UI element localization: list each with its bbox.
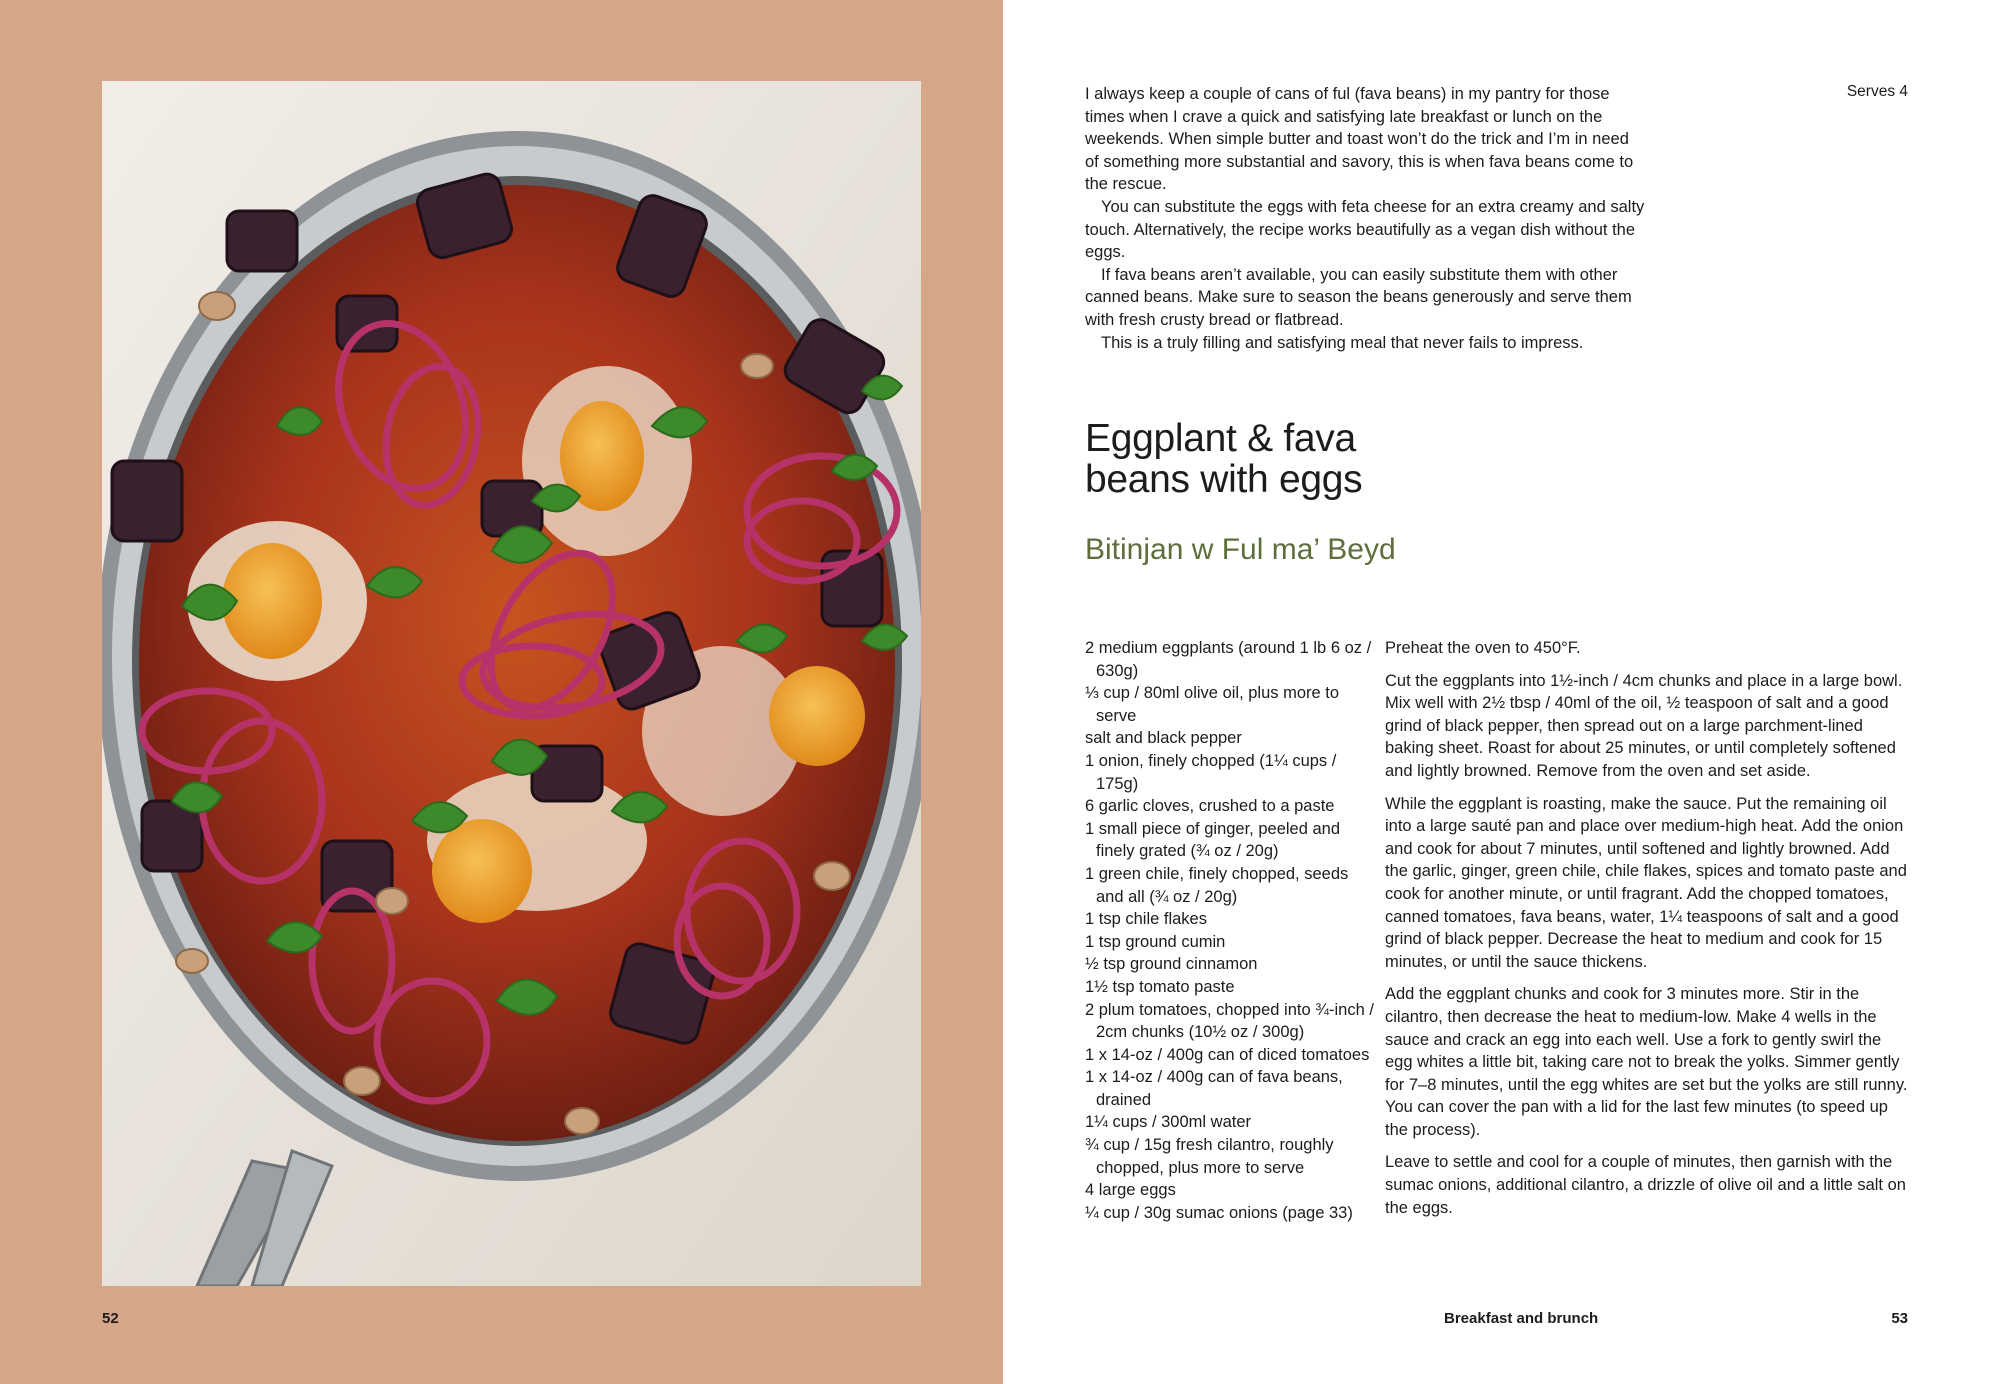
ingredient-item: 1 tsp ground cumin [1085, 932, 1226, 951]
ingredient-item: 1¼ cups / 300ml water [1085, 1113, 1251, 1132]
serves-label: Serves 4 [1846, 83, 1908, 100]
page-number-left: 52 [102, 1310, 119, 1327]
ingredient-item: 1½ tsp tomato paste [1085, 977, 1235, 996]
ingredient-item: ½ tsp ground cinnamon [1085, 955, 1258, 974]
intro-paragraph: This is a truly filling and satisfying meal that never fails to impress. [1101, 333, 1584, 352]
ingredient-item: 1 x 14-oz / 400g can of fava beans, drained [1085, 1068, 1343, 1109]
section-footer: Breakfast and brunch [1444, 1310, 1599, 1327]
ingredient-item: 1 small piece of ginger, peeled and finely grated (¾ oz / 20g) [1085, 819, 1341, 861]
recipe-title [1085, 418, 1645, 500]
ingredient-item: 2 plum tomatoes, chopped into ¾-inch / 2cm chunks (10½ oz / 300g) [1085, 1000, 1374, 1042]
ingredient-item: 1 tsp chile flakes [1085, 910, 1207, 929]
ingredient-item: 1 x 14-oz / 400g can of diced tomatoes [1085, 1045, 1370, 1064]
method-step: Cut the eggplants into 1½-inch / 4cm chunks and place in a large bowl. Mix well with 2½ tbsp / 40ml of the oil, ½ teaspoon of salt and a good grind of black pepper, then spread out on a large parchment-lined baking sheet. Roast for about 25 minutes, or until completely softened and lightly browned. Remove from the oven and set aside. [1385, 671, 1903, 780]
ingredient-item: 2 medium eggplants (around 1 lb 6 oz / 630g) [1085, 639, 1372, 680]
method-steps [1385, 637, 1909, 1229]
method-step: Preheat the oven to 450°F. [1385, 639, 1581, 657]
intro-paragraph: If fava beans aren’t available, you can easily substitute them with other canned beans. Make sure to season the beans generously and serve them with fresh crusty bread or flatbread. [1085, 265, 1632, 329]
method-step: Add the eggplant chunks and cook for 3 minutes more. Stir in the cilantro, then decrease the heat to medium-low. Make 4 wells in the sauce and crack an egg into each well. Use a fork to gently swirl the egg whites a little bit, taking care not to break the yolks. Simmer gently for 7–8 minutes, until the egg whites are set but the yolks are still runny. You can cover the pan with a lid for the last few minutes (to speed up the process). [1385, 985, 1908, 1139]
intro-paragraph: You can substitute the eggs with feta cheese for an extra creamy and salty touch. Alternatively, the recipe works beautifully as a vegan dish without the eggs. [1085, 197, 1645, 262]
ingredient-item: 1 green chile, finely chopped, seeds and all (¾ oz / 20g) [1085, 864, 1349, 906]
ingredient-item: ⅓ cup / 80ml olive oil, plus more to serve [1085, 684, 1340, 725]
recipe-photo [102, 81, 921, 1286]
recipe-title-line: Eggplant & fava [1085, 417, 1356, 460]
ingredient-list [1085, 637, 1375, 1224]
method-step: While the eggplant is roasting, make the sauce. Put the remaining oil into a large sauté pan and place over medium-high heat. Add the onion and cook for about 7 minutes, until softened and lightly browned. Add the garlic, ginger, green chile, chile flakes, spices and tomato paste and cook for another minute, or until fragrant. Add the chopped tomatoes, canned tomatoes, fava beans, water, 1¼ teaspoons of salt and a good grind of black pepper. Decrease the heat to medium and cook for 15 minutes, or until the sauce thickens. [1385, 794, 1907, 971]
ingredient-item: ¼ cup / 30g sumac onions (page 33) [1085, 1203, 1353, 1222]
page-number-right: 53 [1891, 1310, 1908, 1327]
ingredient-item: 1 onion, finely chopped (1¼ cups / 175g) [1085, 751, 1337, 793]
ingredient-item: 6 garlic cloves, crushed to a paste [1085, 797, 1335, 816]
right-page [1003, 0, 2000, 1384]
recipe-title-line: beans with eggs [1085, 458, 1363, 501]
intro-paragraph: I always keep a couple of cans of ful (fava beans) in my pantry for those times when I crave a quick and satisfying late breakfast or lunch on the weekends. When simple butter and toast won’t do the trick and I’m in need of something more substantial and savory, this is when fava beans come to the rescue. [1085, 85, 1634, 194]
recipe-subtitle: Bitinjan w Ful ma’ Beyd [1085, 533, 1396, 566]
ingredient-item: salt and black pepper [1085, 729, 1242, 748]
ingredient-item: 4 large eggs [1085, 1181, 1176, 1200]
ingredient-item: ¾ cup / 15g fresh cilantro, roughly chopped, plus more to serve [1085, 1136, 1334, 1177]
method-step: Leave to settle and cool for a couple of minutes, then garnish with the sumac onions, additional cilantro, a drizzle of olive oil and a little salt on the eggs. [1385, 1153, 1906, 1217]
recipe-intro [1085, 83, 1645, 354]
